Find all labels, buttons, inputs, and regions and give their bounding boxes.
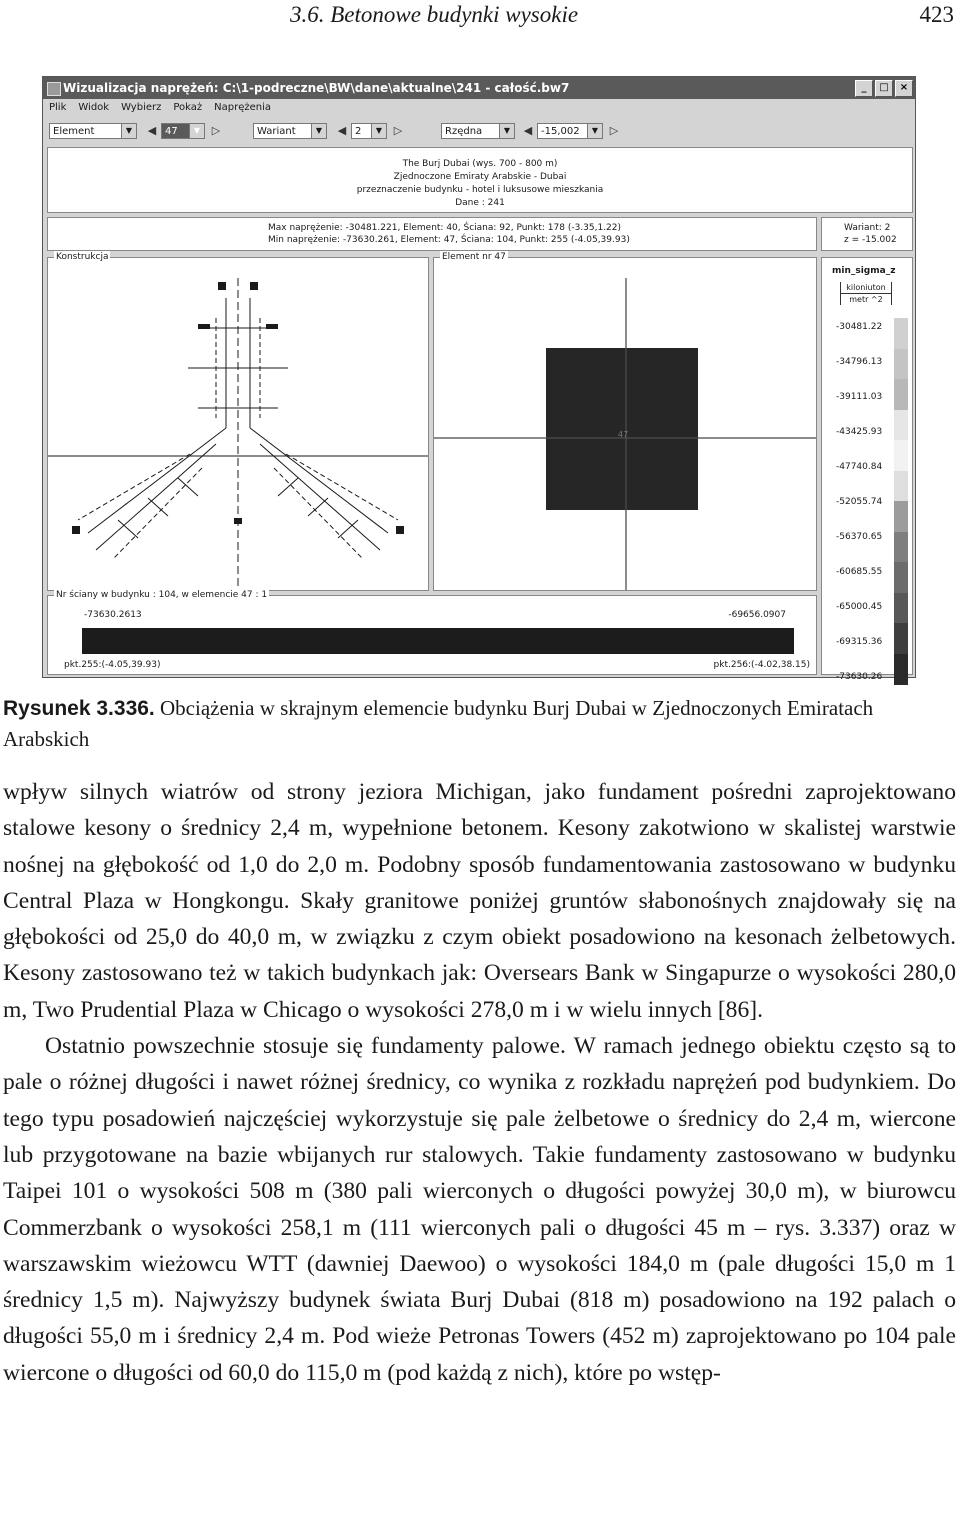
element-drawing [434,258,816,590]
face-left-value: -73630.2613 [84,610,142,620]
chevron-down-icon: ▼ [499,124,514,138]
info-line-1: The Burj Dubai (wys. 700 - 800 m) [402,159,558,169]
chevron-down-icon: ▼ [311,124,326,138]
legend-swatch [894,318,908,349]
right-cross-walls [278,478,358,538]
max-stress-line: Max naprężenie: -30481.221, Element: 40, Ściana: 92, Punkt: 178 (-3.35,1.22) [268,223,622,233]
next-element-arrow-icon[interactable]: ▷ [211,124,221,137]
legend-value: -60685.55 [836,567,883,577]
element-47-shape [546,348,698,510]
legend-swatch [894,623,908,654]
variant-info-panel [821,217,913,251]
menu-file[interactable]: Plik [49,102,67,113]
min-stress-line: Min naprężenie: -73630.261, Element: 47, Ściana: 104, Punkt: 255 (-4.05,39.93) [268,235,630,245]
left-wing-walls [88,428,226,550]
chevron-down-icon: ▼ [371,124,386,138]
face-stress-panel [47,590,817,675]
running-header [0,0,960,40]
menu-bar [43,99,915,117]
info-line-3: przeznaczenie budynku - hotel i luksusowe mieszkania [356,185,604,195]
stress-stats-panel [47,217,817,251]
legend-value: -52055.74 [836,497,883,507]
legend-value: -69315.36 [836,637,883,647]
close-button[interactable]: × [895,80,913,97]
legend-swatch [894,410,908,441]
legend-swatch [894,379,908,410]
info-line-4: Dane : 241 [455,198,505,208]
legend-swatch [894,349,908,380]
legend-title: min_sigma_z [832,266,896,276]
info-line-2: Zjednoczone Emiraty Arabskie - Dubai [393,172,567,182]
legend-value: -47740.84 [836,462,883,472]
ordinate-select-value: Rzędna [445,126,483,137]
next-variant-arrow-icon[interactable]: ▷ [393,124,403,137]
chevron-down-icon: ▼ [189,124,204,138]
window-titlebar [43,77,915,99]
legend-swatch [894,501,908,532]
legend-value: -43425.93 [836,427,883,437]
legend-value: -73630.26 [836,672,883,682]
legend-value: -39111.03 [836,392,883,402]
z-line: z = -15.002 [844,235,897,245]
legend-swatch [894,471,908,502]
element-type-select[interactable] [49,123,137,139]
element-center-label: 47 [618,430,629,439]
figure-label: Rysunek 3.336. [3,697,155,720]
window-controls [855,80,913,97]
body-text [3,774,956,1391]
face-left-point: pkt.255:(-4.05,39.93) [64,660,161,670]
wall-segment [234,518,242,524]
construction-label: Konstrukcja [56,252,109,262]
legend-unit-denominator: metr ^2 [849,295,883,304]
legend-unit-numerator: kiloniuton [841,282,891,294]
right-wing-walls [250,428,388,550]
prev-variant-arrow-icon[interactable]: ◀ [337,124,347,137]
legend-swatch [894,593,908,624]
wall-segment [198,324,210,329]
visualization-window [42,76,916,682]
legend-swatch [894,440,908,471]
legend-unit [840,282,892,305]
legend-swatch [894,562,908,593]
column-top-right [250,282,258,290]
element-type-value: Element [53,126,95,137]
column-right [396,526,404,534]
paragraph-2: Ostatnio powszechnie stosuje się fundamenty palowe. W ramach jednego obiektu często są to pale o różnej długości i nawet różnej średnicy, co wynika z rozkładu naprężeń pod budynkiem. Do tego typu posadowień najczęściej wykorzystuje się pale żelbetowe o średnicy do 2,4 m, wiercone lub przygotowane na bazie wbijanych rur stalowych. Takie fundamenty zastosowano w budynku Taipei 101 o wysokości 508 m (380 pali wierconych o długości powyżej 30,0 m), w biurowcu Commerzbank o wysokości 258,1 m (111 wierconych pali o długości 45 m – rys. 3.337) oraz w warszawskim wieżowcu WTT (dawniej Daewoo) o wysokości 184,0 m (pale długości 15,0 m 1 średnicy 1,5 m). Najwyższy budynek świata Burj Dubai (818 m) posadowiono na 192 palach o długości 55,0 m i średnicy 2,4 m. Pod wieże Petronas Towers (452 m) zaprojektowano po 104 pale wiercone o długości od 60,0 do 115,0 m (pod każdą z nich), które po wstęp- [3,1033,956,1386]
element-view-label: Element nr 47 [442,252,506,262]
maximize-button[interactable]: □ [875,80,893,97]
menu-select[interactable]: Wybierz [121,102,162,113]
page-number: 423 [919,2,954,27]
toolbar [43,119,915,143]
ordinate-value-select[interactable] [537,123,603,139]
stress-legend [821,257,913,682]
figure-caption [3,693,957,754]
right-wing-dashed [274,454,398,558]
section-title: 3.6. Betonowe budynki wysokie [290,2,579,27]
ordinate-value: -15,002 [541,126,580,137]
face-right-point: pkt.256:(-4.02,38.15) [713,660,810,670]
legend-swatch [894,532,908,563]
menu-show[interactable]: Pokaż [173,102,203,113]
chevron-down-icon: ▼ [587,124,602,138]
building-info-panel [47,147,913,213]
menu-stresses[interactable]: Naprężenia [214,102,272,113]
window-title: Wizualizacja naprężeń: C:\1-podreczne\BW\dane\aktualne\241 - całość.bw7 [63,81,570,95]
figure-caption-text: Obciążenia w skrajnym elemencie budynku Burj Dubai w Zjednoczonych Emiratach Arabskich [3,696,874,751]
next-ordinate-arrow-icon[interactable]: ▷ [609,124,619,137]
left-wing-dashed [78,454,202,558]
legend-value: -56370.65 [836,532,883,542]
face-stress-bar [82,628,794,654]
construction-plan-drawing [48,258,428,590]
legend-value: -65000.45 [836,602,883,612]
variant-line: Wariant: 2 [844,223,891,233]
minimize-button[interactable]: _ [855,80,873,97]
left-cross-walls [118,478,198,538]
element-view-panel [433,252,817,591]
column-left [72,526,80,534]
ordinate-select[interactable] [441,123,515,139]
construction-panel [47,252,429,591]
element-number-select[interactable] [161,123,205,139]
legend-swatch [894,654,908,685]
chevron-down-icon: ▼ [121,124,136,138]
variant-number-value: 2 [355,126,362,137]
menu-view[interactable]: Widok [78,102,110,113]
variant-select[interactable] [253,123,327,139]
paragraph-1: wpływ silnych wiatrów od strony jeziora Michigan, jako fundament pośredni zaprojektowano stalowe kesony o średnicy 2,4 m, wypełnione betonem. Kesony zakotwiono w skalistej warstwie nośnej na głębokość od 1,0 do 2,0 m. Podobny sposób fundamentowania zastosowano w budynku Central Plaza w Hongkongu. Skały granitowe poniżej gruntów słabonośnych znajdowały się na głębokości od 25,0 do 40,0 m, w związku z czym obiekt posadowiono na kesonach żelbetowych. Kesony zastosowano też w takich budynkach jak: Oversears Bank w Singapurze o wysokości 280,0 m, Two Prudential Plaza w Chicago o wysokości 278,0 m i w wielu innych [86]. [3,779,956,1023]
variant-number-select[interactable] [351,123,387,139]
legend-value: -34796.13 [836,357,883,367]
app-icon [47,82,61,96]
element-number-value: 47 [165,126,178,137]
wall-segment [266,324,278,329]
prev-ordinate-arrow-icon[interactable]: ◀ [523,124,533,137]
variant-select-value: Wariant [257,126,296,137]
column-top-left [218,282,226,290]
face-right-value: -69656.0907 [728,610,786,620]
prev-element-arrow-icon[interactable]: ◀ [147,124,157,137]
legend-value: -30481.22 [836,322,883,332]
face-label: Nr ściany w budynku : 104, w elemencie 47 : 1 [56,590,268,600]
